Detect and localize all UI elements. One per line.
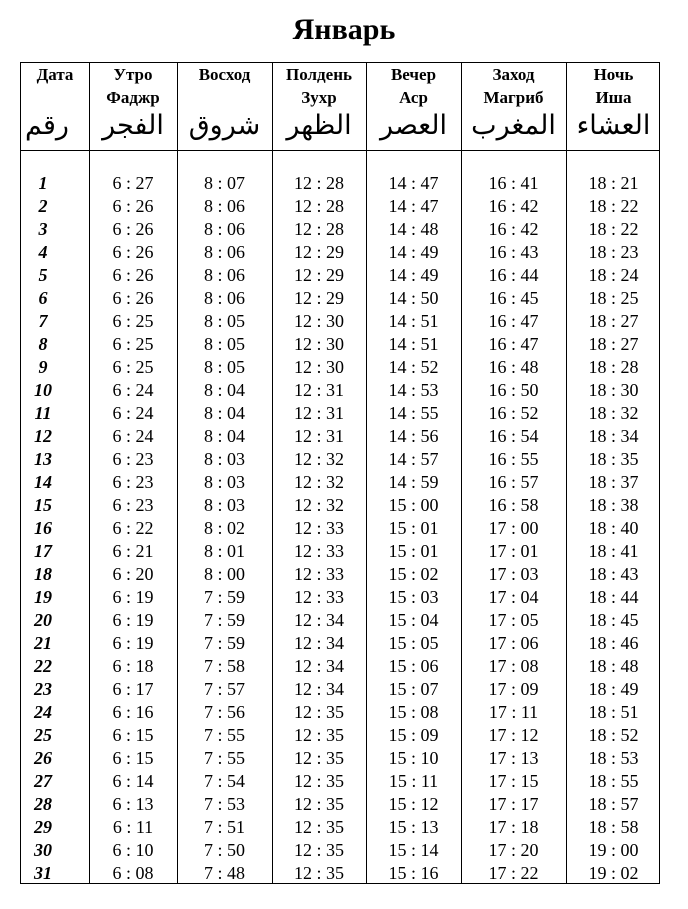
cell-sunrise: 7 : 53 [203,794,245,814]
cell-asr: 15 : 14 [388,840,439,860]
cell-date: 19 [34,587,52,607]
cell-fajr: 6 : 27 [112,173,154,193]
cell-maghrib: 17 : 11 [488,702,539,722]
header-date [21,63,89,150]
header-fajr [89,63,177,150]
cell-date: 28 [34,794,52,814]
cell-maghrib: 17 : 20 [488,840,539,860]
cell-date: 2 [38,196,48,216]
cell-asr: 14 : 47 [388,196,439,216]
cell-date: 9 [38,357,48,377]
cell-isha: 18 : 51 [588,702,639,722]
cell-fajr: 6 : 26 [112,219,154,239]
cell-dhuhr: 12 : 29 [293,265,344,285]
cell-isha: 18 : 23 [588,242,639,262]
cell-fajr: 6 : 26 [112,196,154,216]
cell-isha: 18 : 30 [588,380,639,400]
cell-dhuhr: 12 : 32 [293,449,344,469]
cell-dhuhr: 12 : 30 [293,334,344,354]
cell-isha: 18 : 27 [588,311,639,331]
cell-sunrise: 8 : 01 [203,541,245,561]
cell-asr: 14 : 51 [388,334,439,354]
cell-asr: 14 : 52 [388,357,439,377]
table-row [21,724,661,747]
cell-asr: 15 : 12 [388,794,439,814]
cell-fajr: 6 : 24 [112,380,154,400]
cell-dhuhr: 12 : 35 [293,725,344,745]
cell-sunrise: 8 : 00 [203,564,245,584]
table-row [21,241,661,264]
table-row [21,356,661,379]
cell-fajr: 6 : 16 [112,702,154,722]
cell-date: 29 [34,817,52,837]
cell-maghrib: 16 : 42 [488,196,539,216]
table-row [21,678,661,701]
cell-fajr: 6 : 19 [112,633,154,653]
cell-fajr: 6 : 08 [112,863,154,883]
cell-fajr: 6 : 13 [112,794,154,814]
header-dhuhr [272,63,366,150]
table-row [21,839,661,862]
cell-isha: 18 : 44 [588,587,639,607]
cell-date: 15 [34,495,52,515]
cell-maghrib: 16 : 42 [488,219,539,239]
cell-fajr: 6 : 25 [112,357,154,377]
cell-sunrise: 8 : 03 [203,495,245,515]
table-row [21,586,661,609]
cell-maghrib: 16 : 57 [488,472,539,492]
cell-asr: 14 : 50 [388,288,439,308]
cell-date: 31 [34,863,52,883]
cell-asr: 15 : 16 [388,863,439,883]
cell-asr: 14 : 48 [388,219,439,239]
cell-date: 18 [34,564,52,584]
header-sublabel-ru [177,86,272,109]
cell-fajr: 6 : 24 [112,403,154,423]
table-row [21,379,661,402]
header-label-ru: Заход [492,65,535,84]
cell-date: 4 [38,242,48,262]
header-label-ru: Утро [113,65,153,84]
cell-isha: 18 : 34 [588,426,639,446]
header-label-ar: العصر [379,110,448,141]
cell-date: 1 [38,173,48,193]
cell-isha: 18 : 22 [588,196,639,216]
table-row [21,448,661,471]
cell-isha: 18 : 21 [588,173,639,193]
table-row [21,333,661,356]
cell-fajr: 6 : 26 [112,288,154,308]
cell-maghrib: 16 : 50 [488,380,539,400]
cell-fajr: 6 : 26 [112,242,154,262]
cell-maghrib: 16 : 43 [488,242,539,262]
header-label-ru: Ночь [593,65,634,84]
cell-date: 22 [34,656,52,676]
cell-date: 26 [34,748,52,768]
cell-fajr: 6 : 25 [112,334,154,354]
cell-dhuhr: 12 : 35 [293,817,344,837]
cell-maghrib: 17 : 12 [488,725,539,745]
table-row [21,310,661,333]
header-asr [366,63,461,150]
cell-maghrib: 16 : 58 [488,495,539,515]
cell-asr: 15 : 00 [388,495,439,515]
cell-fajr: 6 : 25 [112,311,154,331]
cell-date: 16 [34,518,52,538]
cell-fajr: 6 : 10 [112,840,154,860]
cell-maghrib: 17 : 22 [488,863,539,883]
cell-date: 20 [34,610,52,630]
cell-isha: 18 : 24 [588,265,639,285]
cell-date: 30 [34,840,52,860]
cell-fajr: 6 : 21 [112,541,154,561]
table-row [21,494,661,517]
cell-isha: 18 : 32 [588,403,639,423]
cell-date: 12 [34,426,52,446]
header-label-ar: الفجر [102,110,164,141]
cell-date: 23 [34,679,52,699]
cell-sunrise: 7 : 51 [203,817,245,837]
cell-sunrise: 8 : 06 [203,196,245,216]
table-row [21,218,661,241]
cell-isha: 18 : 27 [588,334,639,354]
cell-maghrib: 16 : 48 [488,357,539,377]
cell-asr: 15 : 11 [388,771,439,791]
cell-date: 21 [34,633,52,653]
table-row [21,747,661,770]
cell-dhuhr: 12 : 35 [293,863,344,883]
header-label-ar: رقم [25,110,69,141]
cell-date: 10 [34,380,52,400]
cell-sunrise: 8 : 04 [203,380,245,400]
cell-sunrise: 7 : 59 [203,587,245,607]
cell-isha: 18 : 41 [588,541,639,561]
table-row [21,471,661,494]
header-sublabel-ru [21,86,89,109]
cell-dhuhr: 12 : 31 [293,426,344,446]
cell-dhuhr: 12 : 31 [293,380,344,400]
cell-sunrise: 7 : 55 [203,748,245,768]
cell-isha: 18 : 48 [588,656,639,676]
cell-dhuhr: 12 : 34 [293,656,344,676]
table-row [21,425,661,448]
cell-maghrib: 17 : 18 [488,817,539,837]
cell-date: 3 [38,219,48,239]
cell-sunrise: 7 : 56 [203,702,245,722]
cell-asr: 15 : 01 [388,541,439,561]
cell-isha: 18 : 52 [588,725,639,745]
header-isha [566,63,661,150]
cell-fajr: 6 : 23 [112,449,154,469]
header-label-ru: Вечер [390,65,437,84]
cell-sunrise: 7 : 50 [203,840,245,860]
cell-date: 6 [38,288,48,308]
header-divider [21,150,659,151]
cell-date: 25 [34,725,52,745]
cell-dhuhr: 12 : 28 [293,196,344,216]
cell-asr: 15 : 06 [388,656,439,676]
cell-sunrise: 7 : 57 [203,679,245,699]
header-label-ru: Дата [36,65,74,84]
cell-dhuhr: 12 : 30 [293,311,344,331]
table-row [21,816,661,839]
cell-dhuhr: 12 : 33 [293,564,344,584]
cell-date: 13 [34,449,52,469]
cell-isha: 18 : 45 [588,610,639,630]
cell-isha: 18 : 53 [588,748,639,768]
cell-isha: 18 : 46 [588,633,639,653]
cell-dhuhr: 12 : 32 [293,472,344,492]
cell-isha: 19 : 00 [588,840,639,860]
cell-sunrise: 8 : 04 [203,426,245,446]
cell-fajr: 6 : 17 [112,679,154,699]
cell-sunrise: 7 : 54 [203,771,245,791]
cell-asr: 15 : 08 [388,702,439,722]
cell-fajr: 6 : 19 [112,610,154,630]
cell-isha: 18 : 35 [588,449,639,469]
cell-isha: 18 : 58 [588,817,639,837]
table-row [21,793,661,816]
cell-isha: 18 : 57 [588,794,639,814]
cell-maghrib: 17 : 06 [488,633,539,653]
cell-maghrib: 16 : 41 [488,173,539,193]
header-sublabel-ru: Иша [595,88,632,107]
cell-fajr: 6 : 15 [112,748,154,768]
table-row [21,172,661,195]
cell-dhuhr: 12 : 33 [293,541,344,561]
cell-maghrib: 17 : 15 [488,771,539,791]
cell-maghrib: 17 : 13 [488,748,539,768]
cell-isha: 18 : 43 [588,564,639,584]
header-label-ru: Восход [198,65,251,84]
cell-asr: 15 : 04 [388,610,439,630]
cell-sunrise: 8 : 03 [203,449,245,469]
header-label-ar: الظهر [286,110,352,141]
cell-maghrib: 17 : 05 [488,610,539,630]
cell-maghrib: 16 : 55 [488,449,539,469]
table-row [21,701,661,724]
cell-sunrise: 8 : 05 [203,357,245,377]
cell-dhuhr: 12 : 33 [293,587,344,607]
cell-fajr: 6 : 24 [112,426,154,446]
cell-fajr: 6 : 15 [112,725,154,745]
cell-fajr: 6 : 11 [112,817,154,837]
cell-asr: 15 : 07 [388,679,439,699]
cell-fajr: 6 : 18 [112,656,154,676]
cell-asr: 15 : 03 [388,587,439,607]
cell-fajr: 6 : 14 [112,771,154,791]
cell-dhuhr: 12 : 34 [293,679,344,699]
cell-asr: 15 : 05 [388,633,439,653]
prayer-times-table [20,62,660,884]
cell-maghrib: 17 : 03 [488,564,539,584]
cell-sunrise: 8 : 04 [203,403,245,423]
cell-maghrib: 16 : 45 [488,288,539,308]
cell-dhuhr: 12 : 33 [293,518,344,538]
cell-fajr: 6 : 19 [112,587,154,607]
cell-isha: 18 : 22 [588,219,639,239]
header-label-ar: المغرب [471,110,556,141]
table-row [21,770,661,793]
header-sublabel-ru: Фаджр [106,88,160,107]
cell-isha: 18 : 28 [588,357,639,377]
cell-isha: 18 : 40 [588,518,639,538]
cell-dhuhr: 12 : 28 [293,173,344,193]
table-row [21,655,661,678]
cell-asr: 14 : 51 [388,311,439,331]
cell-asr: 14 : 53 [388,380,439,400]
cell-isha: 18 : 55 [588,771,639,791]
cell-dhuhr: 12 : 29 [293,242,344,262]
cell-asr: 14 : 47 [388,173,439,193]
cell-dhuhr: 12 : 31 [293,403,344,423]
cell-maghrib: 17 : 17 [488,794,539,814]
table-row [21,862,661,885]
cell-asr: 14 : 56 [388,426,439,446]
cell-maghrib: 16 : 47 [488,334,539,354]
cell-fajr: 6 : 23 [112,472,154,492]
cell-asr: 15 : 02 [388,564,439,584]
cell-asr: 15 : 13 [388,817,439,837]
table-row [21,540,661,563]
table-row [21,195,661,218]
table-row [21,517,661,540]
header-sublabel-ru: Аср [399,88,428,107]
cell-dhuhr: 12 : 34 [293,633,344,653]
cell-sunrise: 8 : 03 [203,472,245,492]
cell-maghrib: 17 : 08 [488,656,539,676]
cell-asr: 15 : 09 [388,725,439,745]
cell-dhuhr: 12 : 35 [293,840,344,860]
cell-date: 11 [34,403,52,423]
header-maghrib [461,63,566,150]
cell-asr: 14 : 55 [388,403,439,423]
cell-sunrise: 7 : 59 [203,633,245,653]
cell-sunrise: 8 : 05 [203,334,245,354]
cell-dhuhr: 12 : 35 [293,771,344,791]
cell-fajr: 6 : 20 [112,564,154,584]
cell-isha: 18 : 37 [588,472,639,492]
cell-sunrise: 7 : 58 [203,656,245,676]
cell-asr: 14 : 57 [388,449,439,469]
cell-dhuhr: 12 : 29 [293,288,344,308]
cell-maghrib: 16 : 47 [488,311,539,331]
cell-sunrise: 8 : 07 [203,173,245,193]
header-sublabel-ru: Магриб [483,88,544,107]
cell-isha: 19 : 02 [588,863,639,883]
cell-sunrise: 8 : 06 [203,242,245,262]
table-row [21,609,661,632]
header-label-ru: Полдень [286,65,352,84]
cell-date: 5 [38,265,48,285]
cell-sunrise: 8 : 06 [203,288,245,308]
table-row [21,264,661,287]
header-sublabel-ru: Зухр [301,88,337,107]
table-row [21,402,661,425]
cell-dhuhr: 12 : 35 [293,794,344,814]
cell-fajr: 6 : 23 [112,495,154,515]
cell-asr: 14 : 49 [388,242,439,262]
header-label-ar: العشاء [576,110,651,141]
cell-date: 8 [38,334,48,354]
cell-isha: 18 : 25 [588,288,639,308]
cell-dhuhr: 12 : 32 [293,495,344,515]
cell-sunrise: 8 : 06 [203,219,245,239]
cell-dhuhr: 12 : 28 [293,219,344,239]
cell-maghrib: 16 : 54 [488,426,539,446]
cell-date: 24 [34,702,52,722]
cell-dhuhr: 12 : 34 [293,610,344,630]
cell-date: 27 [34,771,52,791]
cell-maghrib: 17 : 04 [488,587,539,607]
cell-asr: 14 : 49 [388,265,439,285]
cell-dhuhr: 12 : 35 [293,702,344,722]
cell-date: 7 [38,311,48,331]
cell-maghrib: 17 : 01 [488,541,539,561]
cell-dhuhr: 12 : 30 [293,357,344,377]
cell-sunrise: 8 : 05 [203,311,245,331]
cell-sunrise: 8 : 06 [203,265,245,285]
cell-fajr: 6 : 26 [112,265,154,285]
cell-sunrise: 7 : 55 [203,725,245,745]
table-row [21,287,661,310]
header-label-ar: شروق [188,110,261,141]
table-row [21,632,661,655]
cell-sunrise: 8 : 02 [203,518,245,538]
cell-date: 17 [34,541,52,561]
cell-asr: 14 : 59 [388,472,439,492]
cell-maghrib: 16 : 44 [488,265,539,285]
cell-sunrise: 7 : 59 [203,610,245,630]
cell-date: 14 [34,472,52,492]
cell-isha: 18 : 38 [588,495,639,515]
page-title: Январь [292,13,396,46]
cell-dhuhr: 12 : 35 [293,748,344,768]
cell-asr: 15 : 10 [388,748,439,768]
header-sunrise [177,63,272,150]
cell-sunrise: 7 : 48 [203,863,245,883]
cell-maghrib: 16 : 52 [488,403,539,423]
cell-fajr: 6 : 22 [112,518,154,538]
cell-maghrib: 17 : 00 [488,518,539,538]
table-row [21,563,661,586]
cell-maghrib: 17 : 09 [488,679,539,699]
cell-isha: 18 : 49 [588,679,639,699]
cell-asr: 15 : 01 [388,518,439,538]
